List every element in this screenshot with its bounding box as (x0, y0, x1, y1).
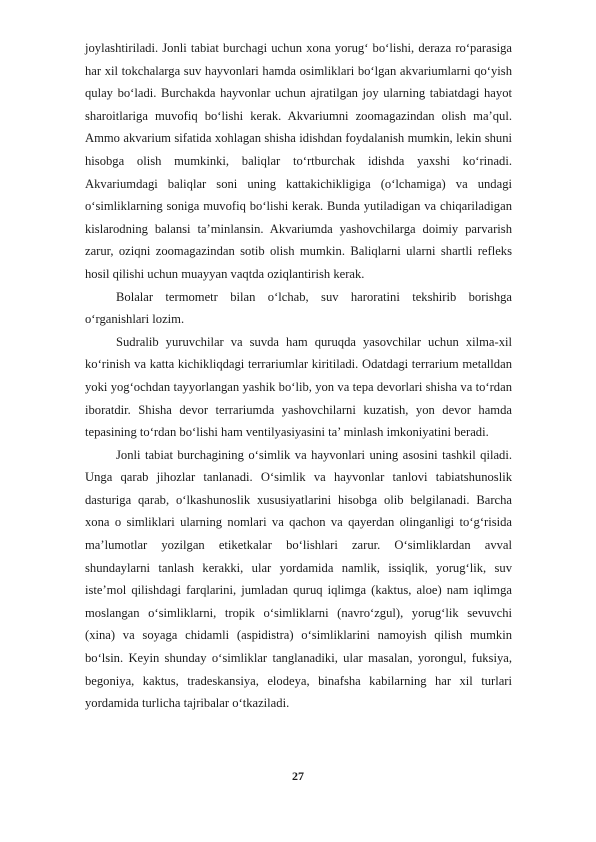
paragraph-plants-animals: Jonli tabiat burchagining o‘simlik va hayvonlari uning asosini tashkil qiladi. Unga qarab jihozlar tanlanadi. O‘simlik va hayvonlar tanlovi tabiatshunoslik dasturiga qarab, o‘lkashunoslik xususiyatlarini hisobga olib belgilanadi. Barcha xona o simliklari ularning nomlari va qachon va qayerdan olinganligi to‘g‘risida ma’lumotlar yozilgan etiketkalar bo‘lishlari zarur. O‘simliklardan avval shundaylarni tanlash kerakki, ular yordamida namlik, issiqlik, yorug‘lik, suv iste’mol qilishdagi farqlarini, jumladan quruq iqlimga (kaktus, aloe) nam iqlimga moslangan o‘simliklarni, tropik o‘simliklarni (navro‘zgul), yorug‘lik sevuvchi (xina) va soyaga chidamli (aspidistra) o‘simliklarini namoyish qilish mumkin bo‘lsin. Keyin shunday o‘simliklar tanglanadiki, ular masalan, yorongul, fuksiya, begoniya, kaktus, tradeskansiya, elodeya, binafsha kabilarning har xil turlari yordamida turlicha tajribalar o‘tkaziladi. (85, 447, 512, 711)
paragraph-thermometer: Bolalar termometr bilan o‘lchab, suv haroratini tekshirib borishga o‘rganishlari lozim. (85, 289, 512, 327)
paragraph-terrarium: Sudralib yuruvchilar va suvda ham quruqda yasovchilar uchun xilma-xil ko‘rinish va katta kichikliqdagi terrariumlar kiritiladi. Odatdagi terrarium metalldan yoki yog‘ochdan tayyorlangan yashik bo‘lib, yon va tepa devorlari shisha va to‘rdan iboratdir. Shisha devor terrariumda yashovchilarni kuzatish, yon devor hamda tepasining to‘rdan bo‘lishi ham ventilyasiyasini ta’ minlash imkoniyatini beradi. (85, 334, 512, 440)
page-number: 27 (292, 769, 304, 783)
paragraph-aquarium: joylashtiriladi. Jonli tabiat burchagi uchun xona yorug‘ bo‘lishi, deraza ro‘parasiga har xil tokchalarga suv hayvonlari hamda osimliklari bo‘lgan akvariumlarni qo‘yish qulay bo‘ladi. Burchakda hayvonlar uchun ajratilgan joy ularning tabiatdagi hayot sharoitlariga muvofiq bo‘lishi kerak. Akvariumni zoomagazindan olish ma’qul. Ammo akvarium sifatida xohlagan shisha idishdan foydalanish mumkin, lekin shuni hisobga olish mumkinki, baliqlar to‘rtburchak idishda yaxshi ko‘rinadi. Akvariumdagi baliqlar soni uning kattakichikligiga (o‘lchamiga) va undagi o‘simliklarning soniga muvofiq bo‘lishi kerak. Bunda yutiladigan va chiqariladigan kislarodning balansi ta’minlansin. Akvariumda yashovchilarga doimiy parvarish zarur, oziqni zoomagazindan sotib olish mumkin. Baliqlarni ularni shartli refleks hosil qilishi uchun muayyan vaqtda oziqlantirish kerak. (85, 41, 512, 281)
page-body (85, 37, 512, 715)
